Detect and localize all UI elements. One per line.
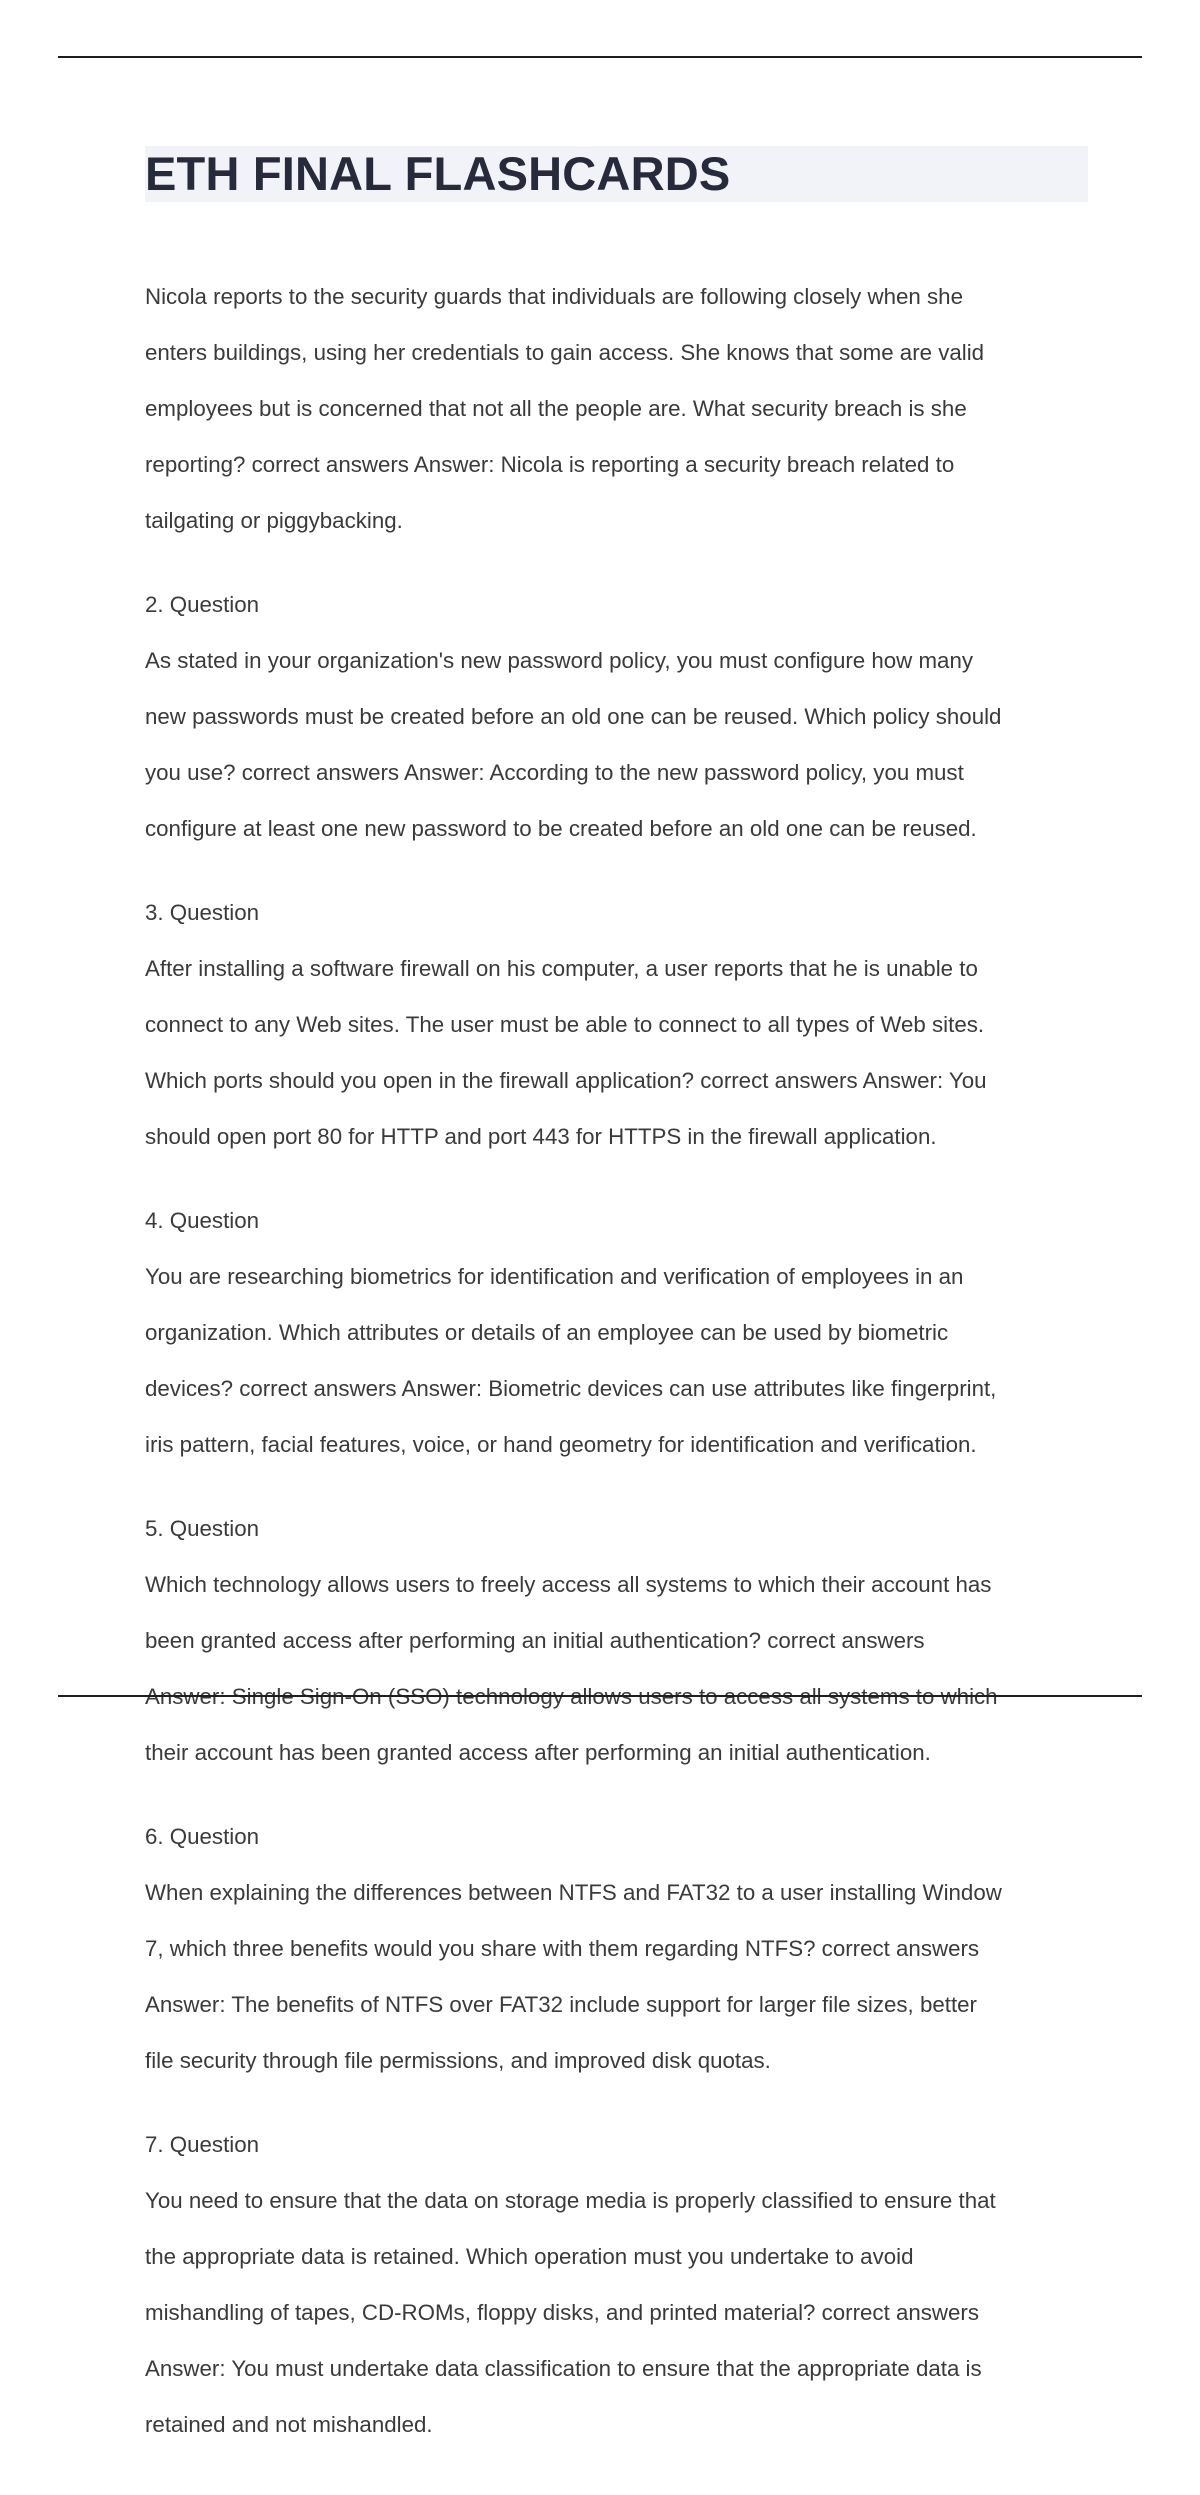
page-title: ETH FINAL FLASHCARDS bbox=[145, 147, 731, 200]
text-line: You are researching biometrics for identification and verification of employees in an bbox=[145, 1264, 964, 1289]
top-rule bbox=[58, 56, 1142, 58]
text-line: After installing a software firewall on his computer, a user reports that he is unable to bbox=[145, 956, 978, 981]
flashcard-text bbox=[145, 1851, 1090, 2103]
flashcard-text bbox=[145, 255, 1090, 563]
flashcard-text bbox=[145, 619, 1090, 871]
text-line: configure at least one new password to be created before an old one can be reused. bbox=[145, 816, 977, 841]
text-line: their account has been granted access after performing an initial authentication. bbox=[145, 1740, 931, 1765]
text-line: When explaining the differences between NTFS and FAT32 to a user installing Window bbox=[145, 1880, 1002, 1905]
question-heading: 7. Question bbox=[145, 2132, 260, 2157]
flashcard-text bbox=[145, 927, 1090, 1179]
question-heading: 2. Question bbox=[145, 592, 260, 617]
flashcard-list bbox=[145, 255, 1090, 2495]
text-line: As stated in your organization's new password policy, you must configure how many bbox=[145, 648, 974, 673]
bottom-rule bbox=[58, 1695, 1142, 1697]
text-line: reporting? correct answers Answer: Nicola is reporting a security breach related to bbox=[145, 452, 955, 477]
flashcard-3 bbox=[145, 899, 1090, 1179]
text-line: should open port 80 for HTTP and port 443 for HTTPS in the firewall application. bbox=[145, 1124, 937, 1149]
text-line: enters buildings, using her credentials to gain access. She knows that some are valid bbox=[145, 340, 985, 365]
text-line: been granted access after performing an initial authentication? correct answers bbox=[145, 1628, 925, 1653]
text-line: Which technology allows users to freely access all systems to which their account has bbox=[145, 1572, 992, 1597]
text-line: Answer: Single Sign-On (SSO) technology allows users to access all systems to which bbox=[145, 1684, 998, 1709]
text-line: mishandling of tapes, CD-ROMs, floppy disks, and printed material? correct answers bbox=[145, 2300, 979, 2325]
text-line: Answer: You must undertake data classification to ensure that the appropriate data is bbox=[145, 2356, 982, 2381]
text-line: 7, which three benefits would you share with them regarding NTFS? correct answers bbox=[145, 1936, 980, 1961]
flashcard-7 bbox=[145, 2131, 1090, 2467]
text-line: iris pattern, facial features, voice, or hand geometry for identification and verification. bbox=[145, 1432, 977, 1457]
text-line: devices? correct answers Answer: Biometric devices can use attributes like fingerprint, bbox=[145, 1376, 997, 1401]
flashcard-2 bbox=[145, 591, 1090, 871]
flashcard-text bbox=[145, 1543, 1090, 1795]
text-line: the appropriate data is retained. Which operation must you undertake to avoid bbox=[145, 2244, 914, 2269]
question-heading: 3. Question bbox=[145, 900, 260, 925]
question-heading: 4. Question bbox=[145, 1208, 260, 1233]
text-line: you use? correct answers Answer: According to the new password policy, you must bbox=[145, 760, 964, 785]
text-line: organization. Which attributes or details of an employee can be used by biometric bbox=[145, 1320, 949, 1345]
text-line: tailgating or piggybacking. bbox=[145, 508, 403, 533]
flashcard-1 bbox=[145, 255, 1090, 563]
text-line: new passwords must be created before an old one can be reused. Which policy should bbox=[145, 704, 1002, 729]
text-line: retained and not mishandled. bbox=[145, 2412, 433, 2437]
text-line: Nicola reports to the security guards that individuals are following closely when she bbox=[145, 284, 963, 309]
flashcard-text bbox=[145, 1235, 1090, 1487]
flashcard-5 bbox=[145, 1515, 1090, 1795]
text-line: file security through file permissions, and improved disk quotas. bbox=[145, 2048, 771, 2073]
text-line: Which ports should you open in the firewall application? correct answers Answer: You bbox=[145, 1068, 987, 1093]
text-line: connect to any Web sites. The user must be able to connect to all types of Web sites. bbox=[145, 1012, 985, 1037]
flashcard-6 bbox=[145, 1823, 1090, 2103]
flashcard-4 bbox=[145, 1207, 1090, 1487]
flashcard-text bbox=[145, 2159, 1090, 2467]
text-line: employees but is concerned that not all the people are. What security breach is she bbox=[145, 396, 967, 421]
text-line: Answer: The benefits of NTFS over FAT32 include support for larger file sizes, better bbox=[145, 1992, 977, 2017]
text-line: You need to ensure that the data on storage media is properly classified to ensure that bbox=[145, 2188, 996, 2213]
question-heading: 5. Question bbox=[145, 1516, 260, 1541]
question-heading: 6. Question bbox=[145, 1824, 260, 1849]
